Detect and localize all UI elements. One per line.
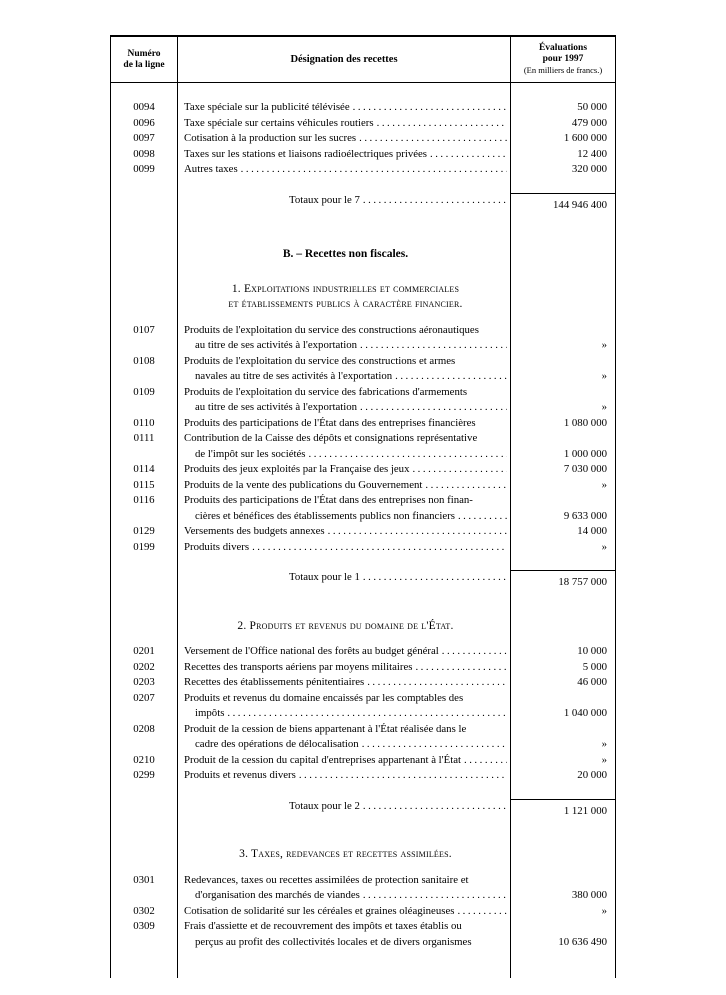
table-row-0107 [111,323,615,354]
line-number-cell: 0108 [133,354,155,367]
designation-cell [177,691,511,722]
designation-text: Produits et revenus divers [184,769,296,781]
designation-cell [177,555,511,604]
line-number-cell [111,784,177,833]
amount-value: 20 000 [577,769,607,781]
designation-text: Produits de l'exploitation du service des fabrications d'armements [184,385,468,398]
table-row-0094 [111,83,615,116]
amount-cell [511,385,615,416]
total-label-text: Totaux pour le 7 [289,193,360,206]
table-row-0096 [111,116,615,132]
amount-cell [511,784,615,833]
amount-cell [511,919,615,978]
line-number-cell: 0111 [133,432,155,444]
header-designation-label: Désignation des recettes [290,54,398,65]
designation-cell [177,540,511,556]
designation-line [184,100,507,116]
total-label [184,193,507,209]
designation-cell [177,178,511,227]
total-label-text: Totaux pour le 1 [289,571,360,583]
designation-text: Produits des jeux exploités par la Française des jeux [184,463,410,475]
line-number-cell: 0302 [133,904,155,917]
designation-line [184,873,507,889]
designation-line [184,935,507,951]
dot-leader [377,116,507,132]
amount-cell [511,178,615,227]
total-amount: 18 757 000 [511,570,615,591]
dot-leader [363,888,507,904]
table-row-0201 [111,644,615,660]
designation-line [184,493,507,509]
table-row-0207 [111,691,615,722]
designation-cell [177,604,511,645]
amount-cell [511,267,615,323]
line-number-cell: 0115 [133,478,155,491]
amount-cell [511,323,615,354]
header-evaluation-line2: pour 1997 [542,54,584,64]
designation-text: Produits de l'exploitation du service des constructions aéronautiques [184,323,479,336]
designation-text: Versements des budgets annexes [184,525,325,537]
amount-value: 14 000 [577,525,607,537]
amount-value: 380 000 [571,889,607,901]
amount-value: 12 400 [577,147,607,160]
designation-line [184,540,507,556]
line-number-cell [111,226,177,267]
header-line-number-column [111,37,177,82]
table-body [110,83,616,978]
table-row-0111 [111,431,615,462]
designation-line [184,354,507,370]
total-amount: 144 946 400 [511,193,615,214]
designation-line [184,644,507,660]
amount-cell [511,478,615,494]
designation-cell [177,768,511,784]
designation-text: Produits et revenus du domaine encaissés par les comptables des [184,691,464,704]
table-row-0115 [111,478,615,494]
amount-cell [511,83,615,116]
revenue-table [110,35,616,978]
designation-line [184,162,507,178]
designation-cell [177,753,511,769]
dot-leader [363,193,507,209]
amount-cell [511,354,615,385]
amount-cell [511,131,615,147]
dot-leader [328,524,507,540]
designation-cell [177,873,511,904]
dot-leader [395,369,507,385]
designation-cell [177,147,511,163]
designation-line [184,753,507,769]
header-line-number-line1: Numéro [127,48,161,59]
designation-line [184,447,507,463]
line-number-cell: 0309 [133,920,155,932]
designation-text: Contribution de la Caisse des dépôts et consignations représentative [184,432,478,444]
designation-line [184,478,507,494]
designation-line [184,722,507,738]
line-number-cell [111,178,177,227]
designation-text: Produits de l'exploitation du service des constructions et armes [184,354,456,367]
designation-cell [177,416,511,432]
line-number-cell [111,555,177,604]
line-number-cell: 0098 [133,147,155,160]
total-amount: 1 121 000 [511,799,615,820]
designation-text: Produits de la vente des publications du Gouvernement [184,478,423,491]
table-row-0114 [111,462,615,478]
dot-leader [299,768,507,784]
designation-line [184,338,507,354]
amount-cell [511,416,615,432]
amount-cell [511,604,615,645]
line-number-cell: 0099 [133,163,155,175]
amount-cell [511,660,615,676]
designation-text: Produit de la cession du capital d'entreprises appartenant à l'État [184,753,462,766]
amount-value: 10 000 [577,645,607,657]
table-row-subsection [111,267,615,323]
line-number-cell: 0207 [133,691,155,704]
subsection-heading: 1. Exploitations industrielles et commerciales [231,282,460,295]
amount-value: » [601,753,607,766]
amount-value: 10 636 490 [558,935,607,948]
designation-cell [177,162,511,178]
dot-leader [458,509,507,525]
designation-line [184,904,507,920]
designation-text: Frais d'assiette et de recouvrement des impôts et taxes établis ou [184,920,462,932]
designation-cell [177,660,511,676]
dot-leader [241,162,507,178]
amount-value: 9 633 000 [563,509,607,522]
table-row-total [111,784,615,833]
line-number-cell: 0129 [133,525,155,537]
table-row-subsection [111,832,615,873]
designation-cell [177,919,511,978]
line-number-cell: 0116 [133,494,155,506]
designation-cell [177,131,511,147]
designation-line [184,385,507,401]
dot-leader [442,644,507,660]
subsection-heading: et établissements publics à caractère financier. [228,298,463,310]
designation-cell [177,493,511,524]
designation-text: Produits des participations de l'État dans des entreprises non finan- [184,494,473,506]
designation-text: Taxe spéciale sur certains véhicules routiers [184,116,374,129]
amount-cell [511,462,615,478]
designation-line [184,431,507,447]
amount-value: » [601,478,607,491]
amount-cell [511,431,615,462]
amount-value: » [601,339,607,351]
amount-value: » [601,904,607,917]
amount-cell [511,873,615,904]
designation-cell [177,385,511,416]
amount-value: » [601,401,607,413]
line-number-cell: 0202 [133,660,155,673]
line-number-cell [111,267,177,323]
amount-value: 479 000 [571,116,607,129]
table-row-0202 [111,660,615,676]
line-number-cell: 0201 [133,645,155,657]
line-number-cell: 0199 [133,540,155,553]
amount-cell [511,768,615,784]
designation-line [184,131,507,147]
designation-cell [177,904,511,920]
designation-cell [177,478,511,494]
dot-leader [252,540,507,556]
designation-text: Redevances, taxes ou recettes assimilées de protection sanitaire et [184,873,469,886]
designation-text: cières et bénéfices des établissements publics non financiers [195,509,455,522]
designation-line [184,691,507,707]
table-row-0203 [111,675,615,691]
amount-cell [511,493,615,524]
subsection-heading: 3. Taxes, redevances et recettes assimilées. [239,848,452,860]
designation-text: Cotisation de solidarité sur les céréales et graines oléagineuses [184,904,455,917]
line-number-cell: 0203 [133,676,155,688]
line-number-cell: 0114 [133,463,155,475]
table-row-0099 [111,162,615,178]
header-evaluation-line1: Évaluations [538,43,588,53]
dot-leader [360,400,507,416]
designation-cell [177,116,511,132]
amount-cell [511,226,615,267]
line-number-cell [111,604,177,645]
designation-line [184,323,507,339]
designation-text: d'organisation des marchés de viandes [195,889,360,901]
amount-value: 1 000 000 [563,447,607,460]
designation-line [184,737,507,753]
designation-cell [177,524,511,540]
table-row-total [111,555,615,604]
designation-text: Recettes des transports aériens par moyens militaires [184,660,413,673]
designation-line [184,888,507,904]
designation-cell [177,462,511,478]
dot-leader [363,570,507,586]
header-line-number-line2: de la ligne [123,59,165,70]
amount-cell [511,904,615,920]
table-row-0208 [111,722,615,753]
designation-line [184,706,507,722]
amount-cell [511,753,615,769]
designation-text: Autres taxes [184,163,238,175]
designation-cell [177,431,511,462]
designation-cell [177,832,511,873]
designation-cell [177,267,511,323]
designation-line [184,660,507,676]
header-evaluation-column [511,37,615,82]
designation-cell [177,784,511,833]
total-label [184,799,507,815]
designation-text: au titre de ses activités à l'exportation [195,401,358,413]
designation-cell [177,722,511,753]
table-row-0129 [111,524,615,540]
line-number-cell: 0301 [133,873,155,886]
amount-value: 1 040 000 [563,707,607,719]
dot-leader [362,737,507,753]
amount-cell [511,162,615,178]
subsection-heading: 2. Produits et revenus du domaine de l'État. [237,619,454,632]
amount-cell [511,691,615,722]
table-row-0097 [111,131,615,147]
table-row-0210 [111,753,615,769]
table-row-0110 [111,416,615,432]
line-number-cell: 0299 [133,769,155,781]
line-number-cell: 0097 [133,132,155,144]
header-evaluation-unit: (En milliers de francs.) [523,65,603,75]
amount-cell [511,832,615,873]
line-number-cell: 0096 [133,116,155,129]
designation-cell [177,83,511,116]
designation-line [184,116,507,132]
designation-line [184,416,507,432]
amount-value: 1 080 000 [563,416,607,429]
dot-leader [425,478,507,494]
total-label [184,570,507,586]
dot-leader [227,706,507,722]
line-number-cell [111,832,177,873]
dot-leader [359,131,507,147]
line-number-cell: 0110 [133,416,155,429]
designation-line [184,524,507,540]
designation-line [184,462,507,478]
amount-cell [511,540,615,556]
designation-text: Produit de la cession de biens appartenant à l'État réalisée dans le [184,722,467,735]
line-number-cell: 0109 [133,385,155,398]
designation-text: Recettes des établissements pénitentiaires [184,676,365,688]
table-row-0299 [111,768,615,784]
designation-line [184,675,507,691]
dot-leader [309,447,508,463]
table-row-subsection [111,604,615,645]
dot-leader [464,753,507,769]
designation-text: Cotisation à la production sur les sucres [184,132,357,144]
designation-line [184,509,507,525]
amount-cell [511,644,615,660]
amount-value: 46 000 [577,676,607,688]
designation-text: Produits des participations de l'État dans des entreprises financières [184,416,476,429]
designation-text: de l'impôt sur les sociétés [195,447,306,460]
amount-value: 7 030 000 [563,463,607,475]
table-row-0098 [111,147,615,163]
dot-leader [353,100,507,116]
dot-leader [415,660,507,676]
dot-leader [360,338,507,354]
amount-cell [511,675,615,691]
table-row-section [111,226,615,267]
amount-value: » [601,370,607,382]
table-row-0108 [111,354,615,385]
dot-leader [430,147,507,163]
table-row-0301 [111,873,615,904]
total-label-text: Totaux pour le 2 [289,799,360,812]
designation-text: Produits divers [184,540,250,553]
designation-line [184,919,507,935]
designation-cell [177,323,511,354]
amount-value: » [601,540,607,553]
amount-cell [511,555,615,604]
dot-leader [363,799,507,815]
amount-cell [511,722,615,753]
designation-line [184,400,507,416]
dot-leader [412,462,507,478]
designation-text: navales au titre de ses activités à l'exportation [195,370,393,382]
designation-line [184,147,507,163]
table-row-total [111,178,615,227]
designation-text: Taxe spéciale sur la publicité télévisée [184,101,350,113]
amount-cell [511,524,615,540]
designation-text: perçus au profit des collectivités locales et de divers organismes [195,935,472,948]
amount-value: 5 000 [582,660,607,673]
designation-text: Versement de l'Office national des forêts au budget général [184,645,439,657]
designation-text: cadre des opérations de délocalisation [195,738,359,750]
line-number-cell: 0208 [133,722,155,735]
designation-cell [177,644,511,660]
table-row-0199 [111,540,615,556]
table-row-0309 [111,919,615,978]
designation-cell [177,226,511,267]
amount-value: 320 000 [571,163,607,175]
section-heading: B. – Recettes non fiscales. [282,248,409,260]
header-designation-column [177,37,511,82]
amount-value: 50 000 [577,101,607,113]
line-number-cell: 0094 [133,101,155,113]
designation-text: impôts [195,707,225,719]
amount-value: » [601,738,607,750]
designation-cell [177,675,511,691]
line-number-cell: 0107 [133,323,155,336]
amount-cell [511,147,615,163]
designation-line [184,768,507,784]
designation-text: au titre de ses activités à l'exportation [195,339,358,351]
amount-cell [511,116,615,132]
table-row-0109 [111,385,615,416]
dot-leader [367,675,507,691]
amount-value: 1 600 000 [563,132,607,144]
dot-leader [457,904,507,920]
designation-text: Taxes sur les stations et liaisons radioélectriques privées [184,147,428,160]
table-header [110,35,616,83]
designation-cell [177,354,511,385]
table-row-0116 [111,493,615,524]
line-number-cell: 0210 [133,753,155,766]
designation-line [184,369,507,385]
table-row-0302 [111,904,615,920]
